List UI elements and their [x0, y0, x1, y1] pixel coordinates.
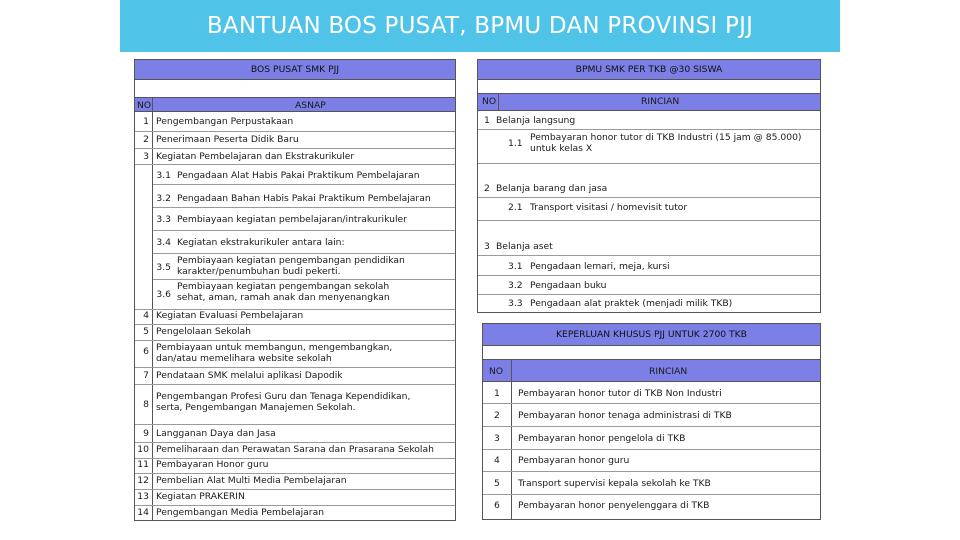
- row-text: Transport visitasi / homevisit tutor: [530, 202, 688, 213]
- row-number: 13: [137, 491, 149, 502]
- row-text: Belanja langsung: [496, 115, 576, 126]
- row-divider: [135, 164, 455, 165]
- row-divider: [135, 131, 455, 132]
- column-header-row: [478, 94, 820, 111]
- row-text: Pengadaan buku: [530, 280, 607, 291]
- bpmu-table: [477, 59, 821, 313]
- row-text: Transport supervisi kepala sekolah ke TKB: [518, 478, 711, 489]
- col-no-label: NO: [489, 366, 504, 377]
- col-rincian-label: RINCIAN: [641, 96, 680, 107]
- row-text: Belanja barang dan jasa: [496, 183, 608, 194]
- row-divider: [478, 163, 820, 164]
- row-number: 8: [143, 399, 149, 410]
- row-divider: [483, 403, 820, 404]
- row-text: Pembelian Alat Multi Media Pembelajaran: [156, 475, 347, 486]
- row-number: 4: [143, 310, 149, 321]
- blank-row: [135, 80, 455, 98]
- row-number: 3.3: [508, 298, 523, 309]
- row-text: Pembiayaan kegiatan pengembangan pendidikan karakter/penumbuhan budi pekerti.: [177, 255, 405, 278]
- row-number: 7: [143, 370, 149, 381]
- row-divider: [478, 294, 820, 295]
- title-banner: [120, 0, 840, 52]
- row-number: 9: [143, 428, 149, 439]
- row-text: Pembayaran honor tutor di TKB Industri (15 jam @ 85.000) untuk kelas X: [530, 132, 802, 155]
- row-number: 1.1: [508, 138, 523, 149]
- row-divider: [135, 424, 455, 425]
- row-text: Kegiatan PRAKERIN: [156, 491, 245, 502]
- row-text: Kegiatan ekstrakurikuler antara lain:: [177, 237, 345, 248]
- row-divider: [135, 148, 455, 149]
- row-text: Penerimaan Peserta Didik Baru: [156, 134, 299, 145]
- column-divider: [498, 94, 499, 111]
- row-number: 10: [137, 444, 149, 455]
- row-divider: [153, 184, 455, 185]
- row-divider: [478, 197, 820, 198]
- row-number: 11: [137, 459, 149, 470]
- row-text: Pembiayaan untuk membangun, mengembangkan, dan/atau memelihara website sekolah: [156, 342, 393, 365]
- table-row: [135, 116, 455, 132]
- row-number: 5: [494, 478, 500, 489]
- page-title: BANTUAN BOS PUSAT, BPMU DAN PROVINSI PJJ: [206, 13, 754, 39]
- row-number: 14: [137, 507, 149, 518]
- bos-pusat-header: BOS PUSAT SMK PJJ: [135, 60, 455, 80]
- row-divider: [135, 367, 455, 368]
- row-divider: [135, 505, 455, 506]
- col-no-label: NO: [482, 96, 497, 107]
- row-divider: [135, 473, 455, 474]
- row-text: Pemeliharaan dan Perawatan Sarana dan Prasarana Sekolah: [156, 444, 434, 455]
- row-number: 3: [143, 151, 149, 162]
- row-divider: [153, 253, 455, 254]
- row-number: 3.5: [156, 262, 171, 273]
- column-header-row: [135, 98, 455, 112]
- col-asnap-label: ASNAP: [295, 100, 326, 111]
- row-text: Pengadaan Bahan Habis Pakai Praktikum Pembelajaran: [177, 193, 431, 204]
- row-text: Pendataan SMK melalui aplikasi Dapodik: [156, 370, 343, 381]
- row-number: 3.3: [156, 214, 171, 225]
- row-divider: [478, 275, 820, 276]
- row-number: 2: [494, 410, 500, 421]
- row-number: 2: [484, 183, 490, 194]
- row-text: Pembayaran Honor guru: [156, 459, 269, 470]
- row-divider: [483, 494, 820, 495]
- row-text: Pembiayaan kegiatan pengembangan sekolah sehat, aman, ramah anak dan menyenangkan: [177, 281, 390, 304]
- row-divider: [483, 449, 820, 450]
- row-divider: [135, 324, 455, 325]
- row-text: Kegiatan Pembelajaran dan Ekstrakurikuler: [156, 151, 355, 162]
- row-text: Pembiayaan kegiatan pembelajaran/intrakurikuler: [177, 214, 407, 225]
- blank-row: [483, 346, 820, 360]
- keperluan-khusus-table: [482, 323, 821, 520]
- keperluan-khusus-header: KEPERLUAN KHUSUS PJJ UNTUK 2700 TKB: [483, 324, 820, 346]
- row-divider: [483, 471, 820, 472]
- row-divider: [135, 489, 455, 490]
- row-text: Pengembangan Media Pembelajaran: [156, 507, 325, 518]
- row-number: 3.6: [156, 289, 171, 300]
- row-text: Pengelolaan Sekolah: [156, 326, 252, 337]
- row-number: 4: [494, 455, 500, 466]
- row-number: 2.1: [508, 202, 523, 213]
- row-divider: [153, 230, 455, 231]
- row-divider: [153, 279, 455, 280]
- row-text: Pengembangan Profesi Guru dan Tenaga Kependidikan, serta, Pengembangan Manajemen Sekolah.: [156, 391, 411, 414]
- row-text: Langganan Daya dan Jasa: [156, 428, 276, 439]
- row-number: 3.4: [156, 237, 171, 248]
- blank-row: [478, 80, 820, 94]
- row-divider: [153, 207, 455, 208]
- row-number: 1: [484, 115, 490, 126]
- row-number: 3.1: [508, 261, 523, 272]
- row-divider: [483, 426, 820, 427]
- row-divider: [135, 442, 455, 443]
- row-text: Pembayaran honor pengelola di TKB: [518, 433, 686, 444]
- row-text: Pengadaan Alat Habis Pakai Praktikum Pembelajaran: [177, 170, 420, 181]
- row-number: 3: [494, 433, 500, 444]
- row-number: 6: [143, 346, 149, 357]
- row-divider: [135, 340, 455, 341]
- row-number: 1: [143, 116, 149, 127]
- row-text: Pembayaran honor guru: [518, 455, 630, 466]
- row-number: 5: [143, 326, 149, 337]
- row-text: Pengadaan alat praktek (menjadi milik TKB): [530, 298, 733, 309]
- row-divider: [478, 255, 820, 256]
- row-number: 6: [494, 500, 500, 511]
- row-divider: [478, 220, 820, 221]
- row-text: Pengembangan Perpustakaan: [156, 116, 294, 127]
- row-number: 3.2: [508, 280, 523, 291]
- col-no-label: NO: [137, 100, 152, 111]
- row-divider: [478, 129, 820, 130]
- row-text: Pembayaran honor tenaga administrasi di TKB: [518, 410, 732, 421]
- column-divider: [511, 360, 512, 519]
- row-divider: [135, 384, 455, 385]
- bos-pusat-table: [134, 59, 456, 521]
- row-text: Belanja aset: [496, 241, 553, 252]
- bpmu-header: BPMU SMK PER TKB @30 SISWA: [478, 60, 820, 80]
- column-header-row: [483, 360, 820, 382]
- row-number: 12: [137, 475, 149, 486]
- row-number: 3.2: [156, 193, 171, 204]
- row-number: 2: [143, 134, 149, 145]
- row-text: Pembayaran honor penyelenggara di TKB: [518, 500, 710, 511]
- row-number: 1: [494, 388, 500, 399]
- row-number: 3: [484, 241, 490, 252]
- row-text: Pengadaan lemari, meja, kursi: [530, 261, 670, 272]
- row-number: 3.1: [156, 170, 171, 181]
- row-text: Pembayaran honor tutor di TKB Non Industri: [518, 388, 722, 399]
- col-rincian-label: RINCIAN: [649, 366, 688, 377]
- row-text: Kegiatan Evaluasi Pembelajaran: [156, 310, 304, 321]
